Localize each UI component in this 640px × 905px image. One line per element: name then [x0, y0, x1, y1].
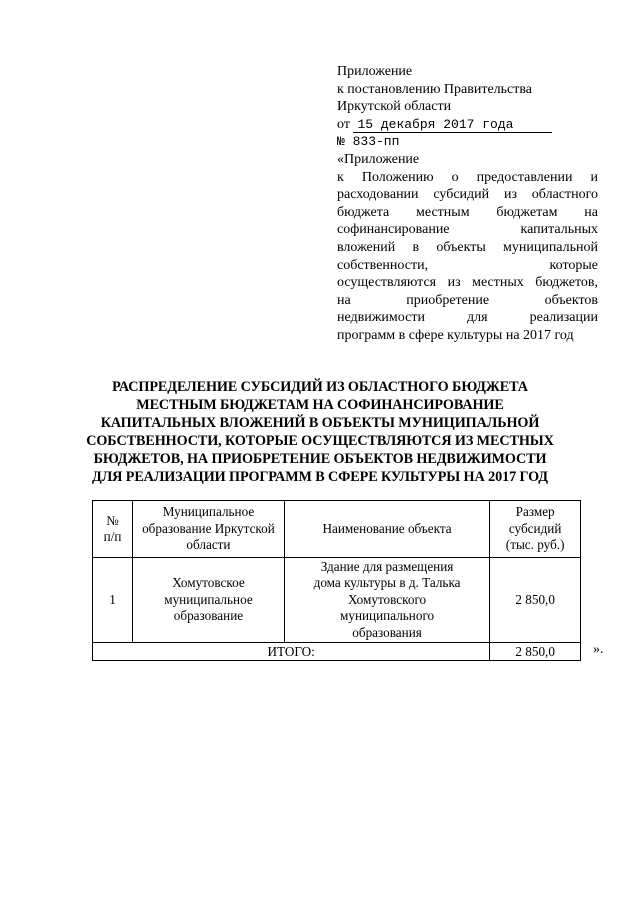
date-value: 15 декабря 2017 года	[353, 118, 552, 133]
title-line: ДЛЯ РЕАЛИЗАЦИИ ПРОГРАММ В СФЕРЕ КУЛЬТУРЫ НА 2017 ГОД	[92, 469, 548, 485]
table-header-row	[93, 501, 581, 558]
header-municipality	[133, 501, 285, 558]
header-text: Муниципальное	[162, 504, 255, 520]
header-text: №	[106, 512, 119, 528]
appendix-block	[337, 63, 598, 345]
table-total-row	[93, 643, 581, 661]
date-prefix: от	[337, 116, 350, 132]
nested-line: осуществляются из местных бюджетов,	[337, 275, 598, 291]
document-title	[70, 378, 570, 486]
nested-line: вложений в объекты муниципальной	[337, 239, 598, 255]
nested-line: на приобретение объектов	[337, 292, 598, 308]
title-line: МЕСТНЫМ БЮДЖЕТАМ НА СОФИНАНСИРОВАНИЕ	[136, 397, 504, 413]
appendix-decree: к постановлению Правительства	[337, 81, 533, 97]
header-text: Наименование объекта	[322, 520, 452, 536]
header-object	[284, 501, 490, 558]
cell-text: муниципальное	[164, 591, 253, 607]
title-line: СОБСТВЕННОСТИ, КОТОРЫЕ ОСУЩЕСТВЛЯЮТСЯ ИЗ МЕСТНЫХ	[86, 433, 554, 449]
title-line: БЮДЖЕТОВ, НА ПРИОБРЕТЕНИЕ ОБЪЕКТОВ НЕДВИЖИМОСТИ	[93, 451, 547, 467]
nested-appendix-title: «Приложение	[337, 151, 420, 167]
header-text: субсидий	[508, 520, 562, 536]
nested-line: бюджета местным бюджетам на	[337, 204, 598, 220]
total-label: ИТОГО:	[93, 643, 490, 661]
appendix-label: Приложение	[337, 64, 413, 79]
cell-text: Здание для размещения	[320, 559, 454, 574]
cell-text: муниципального	[340, 608, 435, 624]
nested-line: собственности, которые	[337, 257, 598, 273]
appendix-region: Иркутской области	[337, 99, 452, 115]
closing-quote: ».	[593, 642, 604, 657]
nested-line: расходовании субсидий из областного	[337, 187, 598, 203]
cell-text: Хомутовское	[172, 575, 245, 591]
cell-number: 1	[93, 558, 133, 643]
cell-text: дома культуры в д. Талька	[313, 575, 461, 591]
title-line: КАПИТАЛЬНЫХ ВЛОЖЕНИЙ В ОБЪЕКТЫ МУНИЦИПАЛЬНОЙ	[100, 415, 540, 431]
header-text: Размер	[515, 504, 555, 520]
cell-text: образование	[173, 608, 244, 624]
subsidy-table	[92, 500, 581, 661]
nested-line: софинансирование капитальных	[337, 222, 598, 238]
nested-line: недвижимости для реализации	[337, 310, 598, 326]
header-number	[93, 501, 133, 558]
decree-number: № 833-пп	[337, 134, 400, 150]
header-text: п/п	[103, 529, 122, 544]
cell-text: Хомутовского	[347, 591, 427, 607]
header-text: (тыс. руб.)	[505, 537, 565, 553]
header-amount	[490, 501, 581, 558]
nested-line: программ в сфере культуры на 2017 год	[337, 327, 574, 343]
cell-municipality	[133, 558, 285, 643]
appendix-date-line	[337, 116, 598, 134]
title-line: РАСПРЕДЕЛЕНИЕ СУБСИДИЙ ИЗ ОБЛАСТНОГО БЮДЖЕТА	[112, 379, 528, 395]
table-row	[93, 558, 581, 643]
cell-object	[284, 558, 490, 643]
header-text: области	[186, 537, 231, 553]
cell-amount: 2 850,0	[490, 558, 581, 643]
cell-text: образования	[352, 624, 422, 640]
header-text: образование Иркутской	[142, 520, 275, 536]
total-value: 2 850,0	[490, 643, 581, 661]
nested-line: к Положению о предоставлении и	[337, 169, 598, 185]
